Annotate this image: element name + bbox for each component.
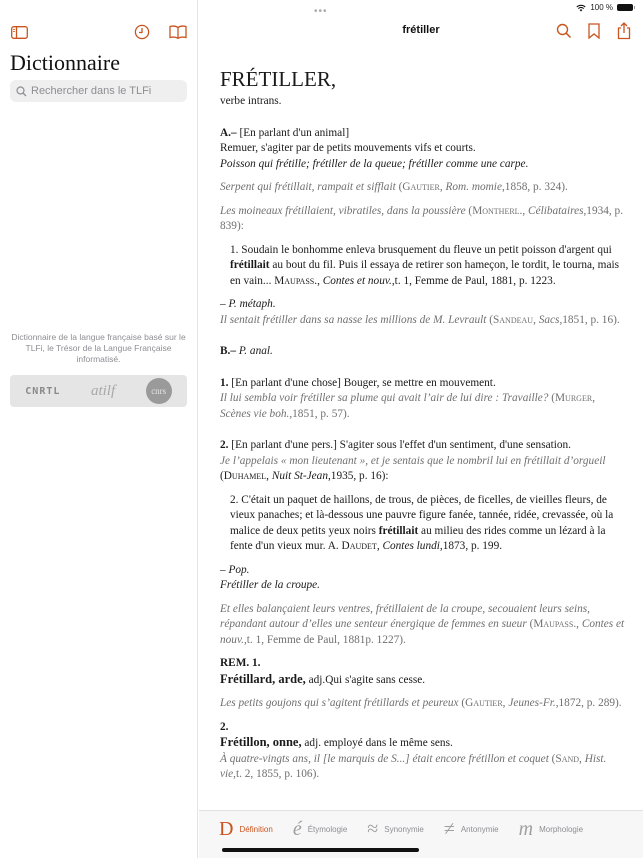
quote-keyword: frétillait xyxy=(378,524,419,537)
sense-1 xyxy=(220,376,625,392)
tab-label: Synonymie xyxy=(384,824,424,834)
part-of-speech: verbe intrans. xyxy=(220,95,282,107)
partner-logos xyxy=(10,375,187,407)
author: Sandeau xyxy=(493,313,534,326)
cnrtl-logo: CNRTL xyxy=(25,385,61,397)
citation-quote: 2. C'était un paquet de haillons, de trous, de pièces, de ficelles, de vieilles fleurs, de vieux panaches; et là-dessous une pauvre figure fanée, tannée, ridée, crevassée, où la malice de deux petits yeux noirs frétillait au milieu des rides comme un lézard à la fente d'un vieux mur. A. Daudet, Contes lundi,1873, p. 199. xyxy=(230,493,614,552)
reference: ,t. 1, Femme de Paul, 1881p. 1227). xyxy=(243,633,406,646)
example xyxy=(220,752,625,783)
author: Maupass. xyxy=(533,618,577,630)
usage-label: – P. métaph. xyxy=(220,298,276,310)
section-context: [En parlant d'un animal] xyxy=(239,126,350,139)
example xyxy=(220,391,625,422)
tabs xyxy=(219,819,583,839)
example xyxy=(220,313,625,329)
remark-entry xyxy=(220,672,625,689)
example xyxy=(220,454,625,485)
nav-title: frétiller xyxy=(402,24,440,36)
definition-icon: D xyxy=(219,818,234,840)
section-b-header xyxy=(220,344,625,360)
usage-label: – Pop. xyxy=(220,563,250,576)
sense-2 xyxy=(220,438,625,454)
main-pane xyxy=(199,0,643,858)
remark-entry xyxy=(220,735,625,752)
example-text: Serpent qui frétillait, rampait et sifflait xyxy=(220,181,396,193)
app-description: Dictionnaire de la langue française basé sur le TLFi, le Trésor de la Langue Française informatisé. xyxy=(11,332,186,364)
example-source: (Maupass., Contes et nouv.,t. 1, Femme de Paul, 1881p. 1227). xyxy=(220,618,625,646)
etymology-icon: é xyxy=(292,818,302,840)
sidebar-toggle-icon[interactable] xyxy=(9,22,29,42)
section-label: B.– xyxy=(220,345,237,357)
reference: ,t. 2, 1855, p. 106). xyxy=(233,768,320,780)
example-text: Il sentait frétiller dans sa nasse les millions de M. Levrault xyxy=(220,313,487,326)
synonym-icon: ≈ xyxy=(367,818,379,840)
morphology-icon: m xyxy=(518,818,534,840)
work: Contes et nouv. xyxy=(322,274,392,287)
example-text: À quatre-vingts ans, il [ xyxy=(220,752,328,765)
sense-definition: [En parlant d'une pers.] S'agiter sous l'effet d'un sentiment, d'une sensation. xyxy=(228,439,572,451)
reference: ,t. 1, Femme de Paul, 1881, p. 1223. xyxy=(391,274,556,287)
book-icon[interactable] xyxy=(168,22,188,42)
nav-actions xyxy=(555,22,633,40)
atilf-logo: atilf xyxy=(90,382,116,399)
example-source: (Gautier, Jeunes-Fr.,1872, p. 289). xyxy=(461,697,622,709)
author: Daudet xyxy=(341,540,377,552)
work: Rom. momie xyxy=(445,181,502,193)
section-context: P. anal. xyxy=(238,345,273,357)
sidebar xyxy=(0,0,198,858)
author: Montherl. xyxy=(472,204,523,217)
work: Contes lundi xyxy=(382,540,440,552)
example-text: Les petits goujons qui s’agitent frétillards et peureux xyxy=(220,697,459,709)
example xyxy=(220,180,625,196)
work: Hist. vie xyxy=(220,752,607,780)
sense-definition: [En parlant d'une chose] Bouger, se mettre en mouvement. xyxy=(228,376,496,389)
sense-number: 1. xyxy=(220,376,229,389)
example-text: ] était encore frétillon et coquet xyxy=(405,752,549,765)
example-source: (Murger, Scènes vie boh.,1851, p. 57). xyxy=(220,392,596,420)
example-source: (Sandeau, Sacs,1851, p. 16). xyxy=(489,313,620,326)
tab-synonymie[interactable] xyxy=(367,819,424,839)
definition-content xyxy=(220,66,625,783)
tab-label: Étymologie xyxy=(307,824,348,834)
remark-word: Frétillard, arde, xyxy=(220,671,306,686)
bookmark-icon[interactable] xyxy=(585,22,603,40)
reference: ,1851, p. 57). xyxy=(289,407,350,420)
example-text: Les moineaux frétillaient, vibratiles, dans la poussière xyxy=(220,204,466,217)
example-source: (Duhamel, Nuit St-Jean,1935, p. 16): xyxy=(220,470,389,482)
antonym-icon: ≠ xyxy=(443,818,455,840)
remark-definition: adj.Qui s'agite sans cesse. xyxy=(305,673,426,686)
work: Nuit St-Jean xyxy=(271,470,328,482)
quote-text: 2. C'était un paquet de haillons, de trous, de pièces, de ficelles, de vieilles fleurs, de vieux panaches; et là-dessous une pauvre figure fanée, tannée, ridée, crevassée, où la malice de deux petits yeux noirs xyxy=(230,493,614,537)
citation-quote: 1. Soudain le bonhomme enleva brusquement du fleuve un petit poisson d'argent qui frétillait au bout du fil. Puis il essaya de retirer son hameçon, le tordit, le tourna, mais en vain... Maupass., Contes et nouv.,t. 1, Femme de Paul, 1881, p. 1223. xyxy=(230,243,620,287)
reference: ,1872, p. 289). xyxy=(555,697,622,709)
example-text: Et elles balançaient leurs ventres, frétillaient de la croupe, secouaient leurs seins, répandant autour d’elles une senteur énergique de femmes en sueur xyxy=(220,602,591,630)
example-text: Je l’appelais « mon lieutenant », et je sentais que le nombril lui en frétillait d’orgueil xyxy=(220,454,606,467)
section-a-header xyxy=(220,126,625,142)
search-field[interactable] xyxy=(10,80,187,102)
tab-antonymie[interactable] xyxy=(444,819,499,839)
reference: ,1873, p. 199. xyxy=(439,540,503,552)
share-icon[interactable] xyxy=(615,22,633,40)
multitasking-handle[interactable]: ••• xyxy=(314,6,328,17)
phrases: Poisson qui frétille; frétiller de la queue; frétiller comme une carpe. xyxy=(220,157,529,170)
remark-definition: adj. employé dans le même sens. xyxy=(301,737,453,749)
work: Jeunes-Fr. xyxy=(508,697,556,709)
tab-definition[interactable] xyxy=(219,819,273,839)
author: Sand xyxy=(555,752,580,765)
work: Contes et nouv. xyxy=(220,618,625,646)
reference: ,1851, p. 16). xyxy=(559,313,620,326)
cnrs-logo: cnrs xyxy=(146,378,172,404)
phrase: Frétiller de la croupe. xyxy=(220,579,320,591)
quote-keyword: frétillait xyxy=(230,259,270,271)
author: Maupass. xyxy=(274,274,318,287)
example-text: Il lui sembla voir frétiller sa plume qui avait l’air de lui dire : Travaille? xyxy=(220,392,549,404)
tab-label: Morphologie xyxy=(539,824,584,834)
definition-text: Remuer, s'agiter par de petits mouvements vifs et courts. xyxy=(220,142,476,154)
tab-morphologie[interactable] xyxy=(519,819,583,839)
quote-text: 1. Soudain le bonhomme enleva brusquement du fleuve un petit poisson d'argent qui xyxy=(230,243,612,256)
quote-text: au bout du fil. Puis il essaya de retirer son hameçon, le tordit, le tourna, mais en vain... xyxy=(230,259,620,287)
work: Sacs xyxy=(538,313,560,326)
sense-number: 2. xyxy=(220,439,229,451)
sidebar-title: Dictionnaire xyxy=(10,50,120,75)
work: Célibataires xyxy=(528,204,584,217)
example-text: le marquis de S... xyxy=(327,752,406,765)
search-input[interactable] xyxy=(31,85,181,97)
author: Gautier xyxy=(402,181,440,193)
tab-bar xyxy=(199,810,643,858)
reference: ,1935, p. 16): xyxy=(327,470,389,482)
section-label: A.– xyxy=(220,126,237,139)
tab-label: Définition xyxy=(239,824,273,834)
author: Duhamel xyxy=(223,470,267,482)
headword: FRÉTILLER, xyxy=(220,67,337,91)
example xyxy=(220,696,625,712)
reference: ,1858, p. 324). xyxy=(501,181,568,193)
example-source: (Sand, Hist. vie,t. 2, 1855, p. 106). xyxy=(220,752,607,780)
remark-label: 2. xyxy=(220,720,229,733)
sidebar-toolbar xyxy=(0,22,198,42)
tab-etymologie[interactable] xyxy=(293,819,347,839)
author: Gautier xyxy=(465,697,503,709)
example-source: (Gautier, Rom. momie,1858, p. 324). xyxy=(398,181,568,193)
home-indicator[interactable] xyxy=(222,848,419,852)
example xyxy=(220,602,625,649)
remark-label: REM. 1. xyxy=(220,657,261,669)
work: Scènes vie boh. xyxy=(220,407,290,420)
search-icon[interactable] xyxy=(555,22,573,40)
battery-percent: 100 % xyxy=(590,3,613,12)
quote-text: au milieu des rides comme un lézard à la fente d'un vieux mur. A. xyxy=(230,524,606,552)
tab-label: Antonymie xyxy=(460,824,499,834)
example-source: (Montherl., Célibataires,1934, p. 839): xyxy=(220,204,624,232)
search-icon xyxy=(16,86,27,97)
author: Murger xyxy=(555,392,593,404)
history-icon[interactable] xyxy=(132,22,152,42)
example xyxy=(220,204,625,235)
remark-word: Frétillon, onne, xyxy=(220,735,302,749)
reference: ,1934, p. 839): xyxy=(220,204,624,232)
